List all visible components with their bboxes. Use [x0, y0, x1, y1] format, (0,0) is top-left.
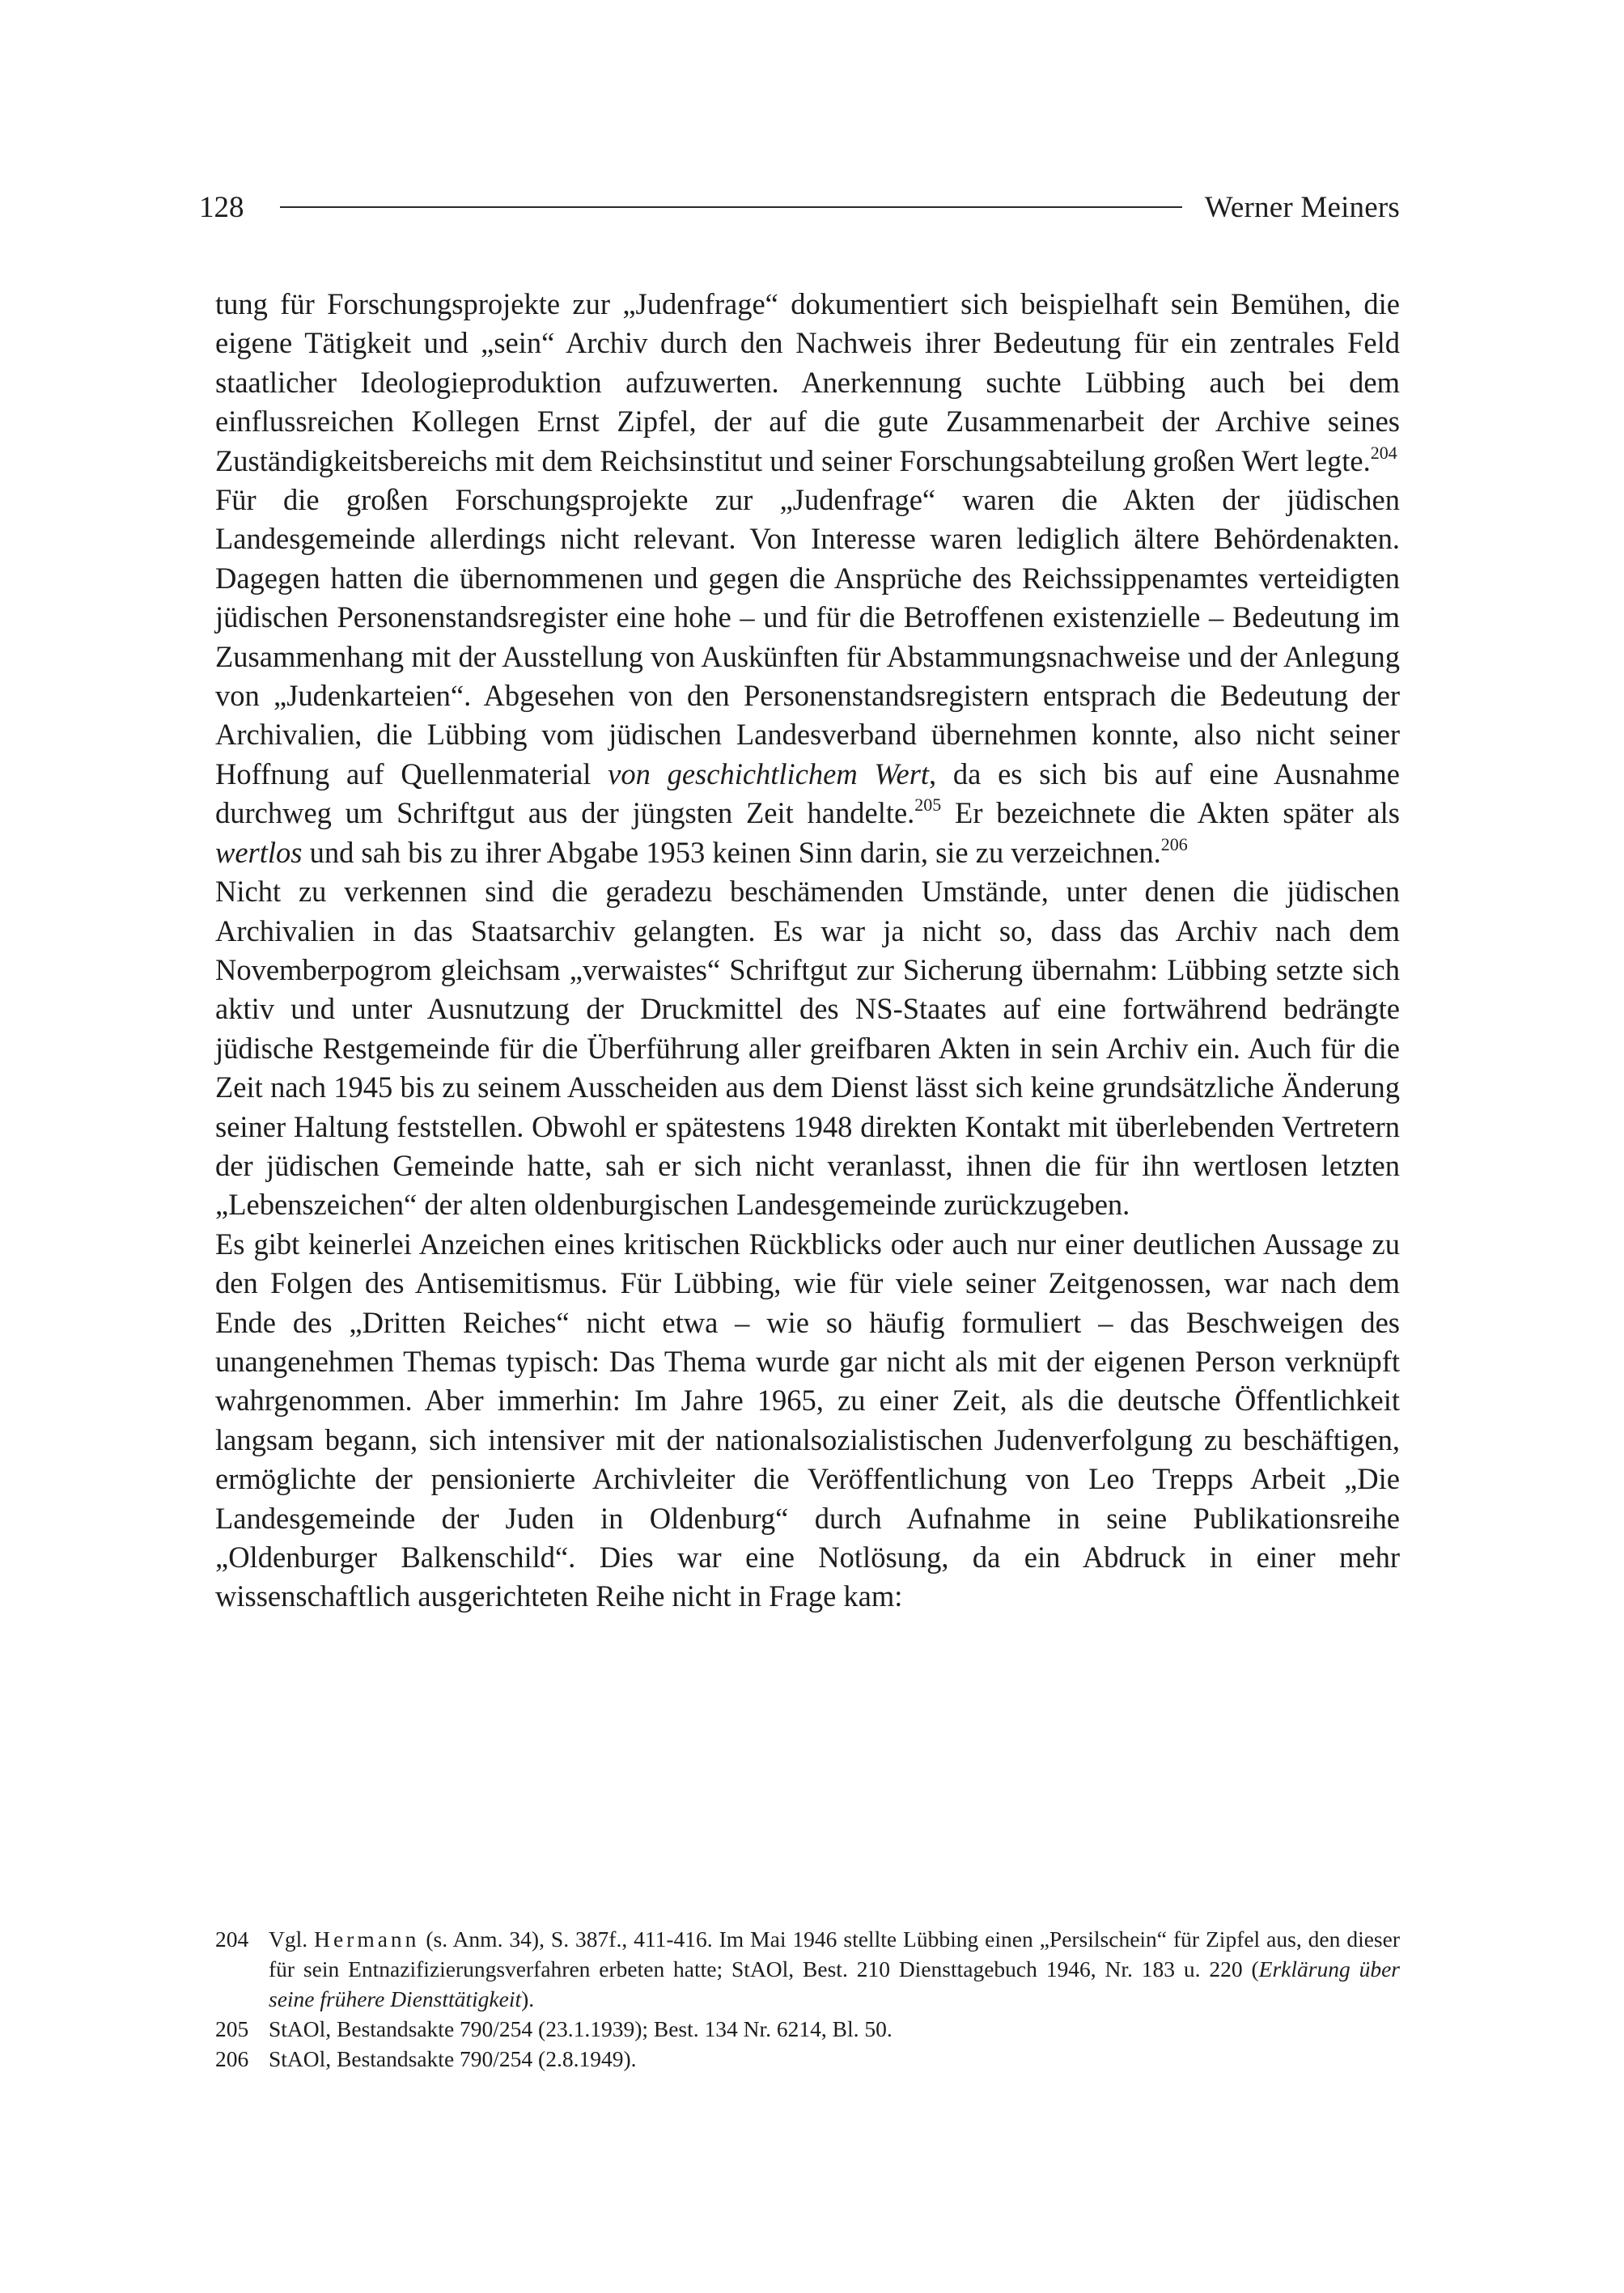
- body-text: [215, 285, 1400, 1617]
- author-name: Hermann: [314, 1926, 420, 1952]
- page-number: 128: [199, 190, 244, 224]
- running-head: Werner Meiners: [1204, 190, 1400, 224]
- paragraph-text: , da es sich bis auf eine Ausnahme durchweg um Schriftgut aus der jüngsten Zeit handelte.: [215, 757, 1400, 830]
- paragraph: [215, 285, 1400, 481]
- footnote-number: 205: [215, 2016, 249, 2041]
- footnote-text: StAOl, Bestandsakte 790/254 (2.8.1949).: [269, 2046, 637, 2071]
- footnote-text: StAOl, Bestandsakte 790/254 (23.1.1939); Best. 134 Nr. 6214, Bl. 50.: [269, 2016, 893, 2041]
- footnote-number: 204: [215, 1926, 249, 1952]
- footnote-number: 206: [215, 2046, 249, 2071]
- footnote: [215, 1924, 1400, 2014]
- footnote-reference: 204: [1370, 442, 1397, 463]
- paragraph-text: Nicht zu verkennen sind die geradezu beschämenden Umstände, unter denen die jüdischen Archivalien in das Staatsarchiv gelangten. Es war ja nicht so, dass das Archiv nach dem Novemberpogrom gleichsam „verwaistes“ Schriftgut zur Sicherung übernahm: Lübbing setzte sich aktiv und unter Ausnutzung der Druckmittel des NS-Staates auf eine fortwährend bedrängte jüdische Restgemeinde für die Überführung aller greifbaren Akten in sein Archiv ein. Auch für die Zeit nach 1945 bis zu seinem Ausscheiden aus dem Dienst lässt sich keine grundsätzliche Änderung seiner Haltung feststellen. Obwohl er spätestens 1948 direkten Kontakt mit überlebenden Vertretern der jüdischen Gemeinde hatte, sah er sich nicht veranlasst, ihnen die für ihn wertlosen letzten „Lebenszeichen“ der alten oldenburgischen Landesgemeinde zurückzugeben.: [215, 875, 1400, 1222]
- footnote-text: Vgl. Hermann (s. Anm. 34), S. 387f., 411-416. Im Mai 1946 stellte Lübbing einen „Persilschein“ für Zipfel aus, den dieser für sein Entnazifizierungsverfahren erbeten hatte; StAOl, Best. 210 Diensttagebuch 1946, Nr. 183 u. 220 (Erklärung über seine frühere Diensttätigkeit).: [269, 1926, 1400, 2011]
- paragraph-text: Er bezeichnete die Akten später als: [941, 796, 1400, 830]
- paragraph-text: Für die großen Forschungsprojekte zur „Judenfrage“ waren die Akten der jüdischen Landesgemeinde allerdings nicht relevant. Von Interesse waren lediglich ältere Behördenakten. Dagegen hatten die übernommenen und gegen die Ansprüche des Reichssippenamtes verteidigten jüdischen Personenstandsregister eine hohe – und für die Betroffenen existenzielle – Bedeutung im Zusammenhang mit der Ausstellung von Auskünften für Abstammungsnachweise und der Anlegung von „Judenkarteien“. Abgesehen von den Personenstandsregistern entsprach die Bedeutung der Archivalien, die Lübbing vom jüdischen Landesverband übernehmen konnte, also nicht seiner Hoffnung auf Quellenmaterial: [215, 483, 1400, 790]
- paragraph-text: tung für Forschungsprojekte zur „Judenfrage“ dokumentiert sich beispielhaft sein Bemühen, die eigene Tätigkeit und „sein“ Archiv durch den Nachweis ihrer Bedeutung für ein zentrales Feld staatlicher Ideologieproduktion aufzuwerten. Anerkennung suchte Lübbing auch bei dem einflussreichen Kollegen Ernst Zipfel, der auf die gute Zusammenarbeit der Archive seines Zuständigkeitsbereichs mit dem Reichsinstitut und seiner Forschungsabteilung großen Wert legte.: [215, 287, 1400, 477]
- footnote: [215, 2014, 1400, 2044]
- footnote-reference: 206: [1160, 833, 1188, 854]
- paragraph: [215, 481, 1400, 872]
- page-header: [199, 183, 1400, 231]
- footnote: [215, 2044, 1400, 2074]
- header-rule: [280, 206, 1182, 208]
- paragraph: [215, 872, 1400, 1225]
- quotation-italic: wertlos: [215, 835, 303, 869]
- footnotes: [215, 1924, 1400, 2074]
- footnote-reference: 205: [914, 795, 942, 816]
- paragraph-text: und sah bis zu ihrer Abgabe 1953 keinen Sinn darin, sie zu verzeichnen.: [302, 835, 1161, 869]
- paragraph: [215, 1225, 1400, 1617]
- quotation-italic: von geschichtlichem Wert: [608, 757, 930, 790]
- paragraph-text: Es gibt keinerlei Anzeichen eines kritischen Rückblicks oder auch nur einer deutlichen Aussage zu den Folgen des Antisemitismus. Für Lübbing, wie für viele seiner Zeitgenossen, war nach dem Ende des „Dritten Reiches“ nicht etwa – wie so häufig formuliert – das Beschweigen des unangenehmen Themas typisch: Das Thema wurde gar nicht als mit der eigenen Person verknüpft wahrgenommen. Aber immerhin: Im Jahre 1965, zu einer Zeit, als die deutsche Öffentlichkeit langsam begann, sich intensiver mit der nationalsozialistischen Judenverfolgung zu beschäftigen, ermöglichte der pensionierte Archivleiter die Veröffentlichung von Leo Trepps Arbeit „Die Landesgemeinde der Juden in Oldenburg“ durch Aufnahme in seine Publikationsreihe „Oldenburger Balkenschild“. Dies war eine Notlösung, da ein Abdruck in einer mehr wissenschaftlich ausgerichteten Reihe nicht in Frage kam:: [215, 1227, 1400, 1613]
